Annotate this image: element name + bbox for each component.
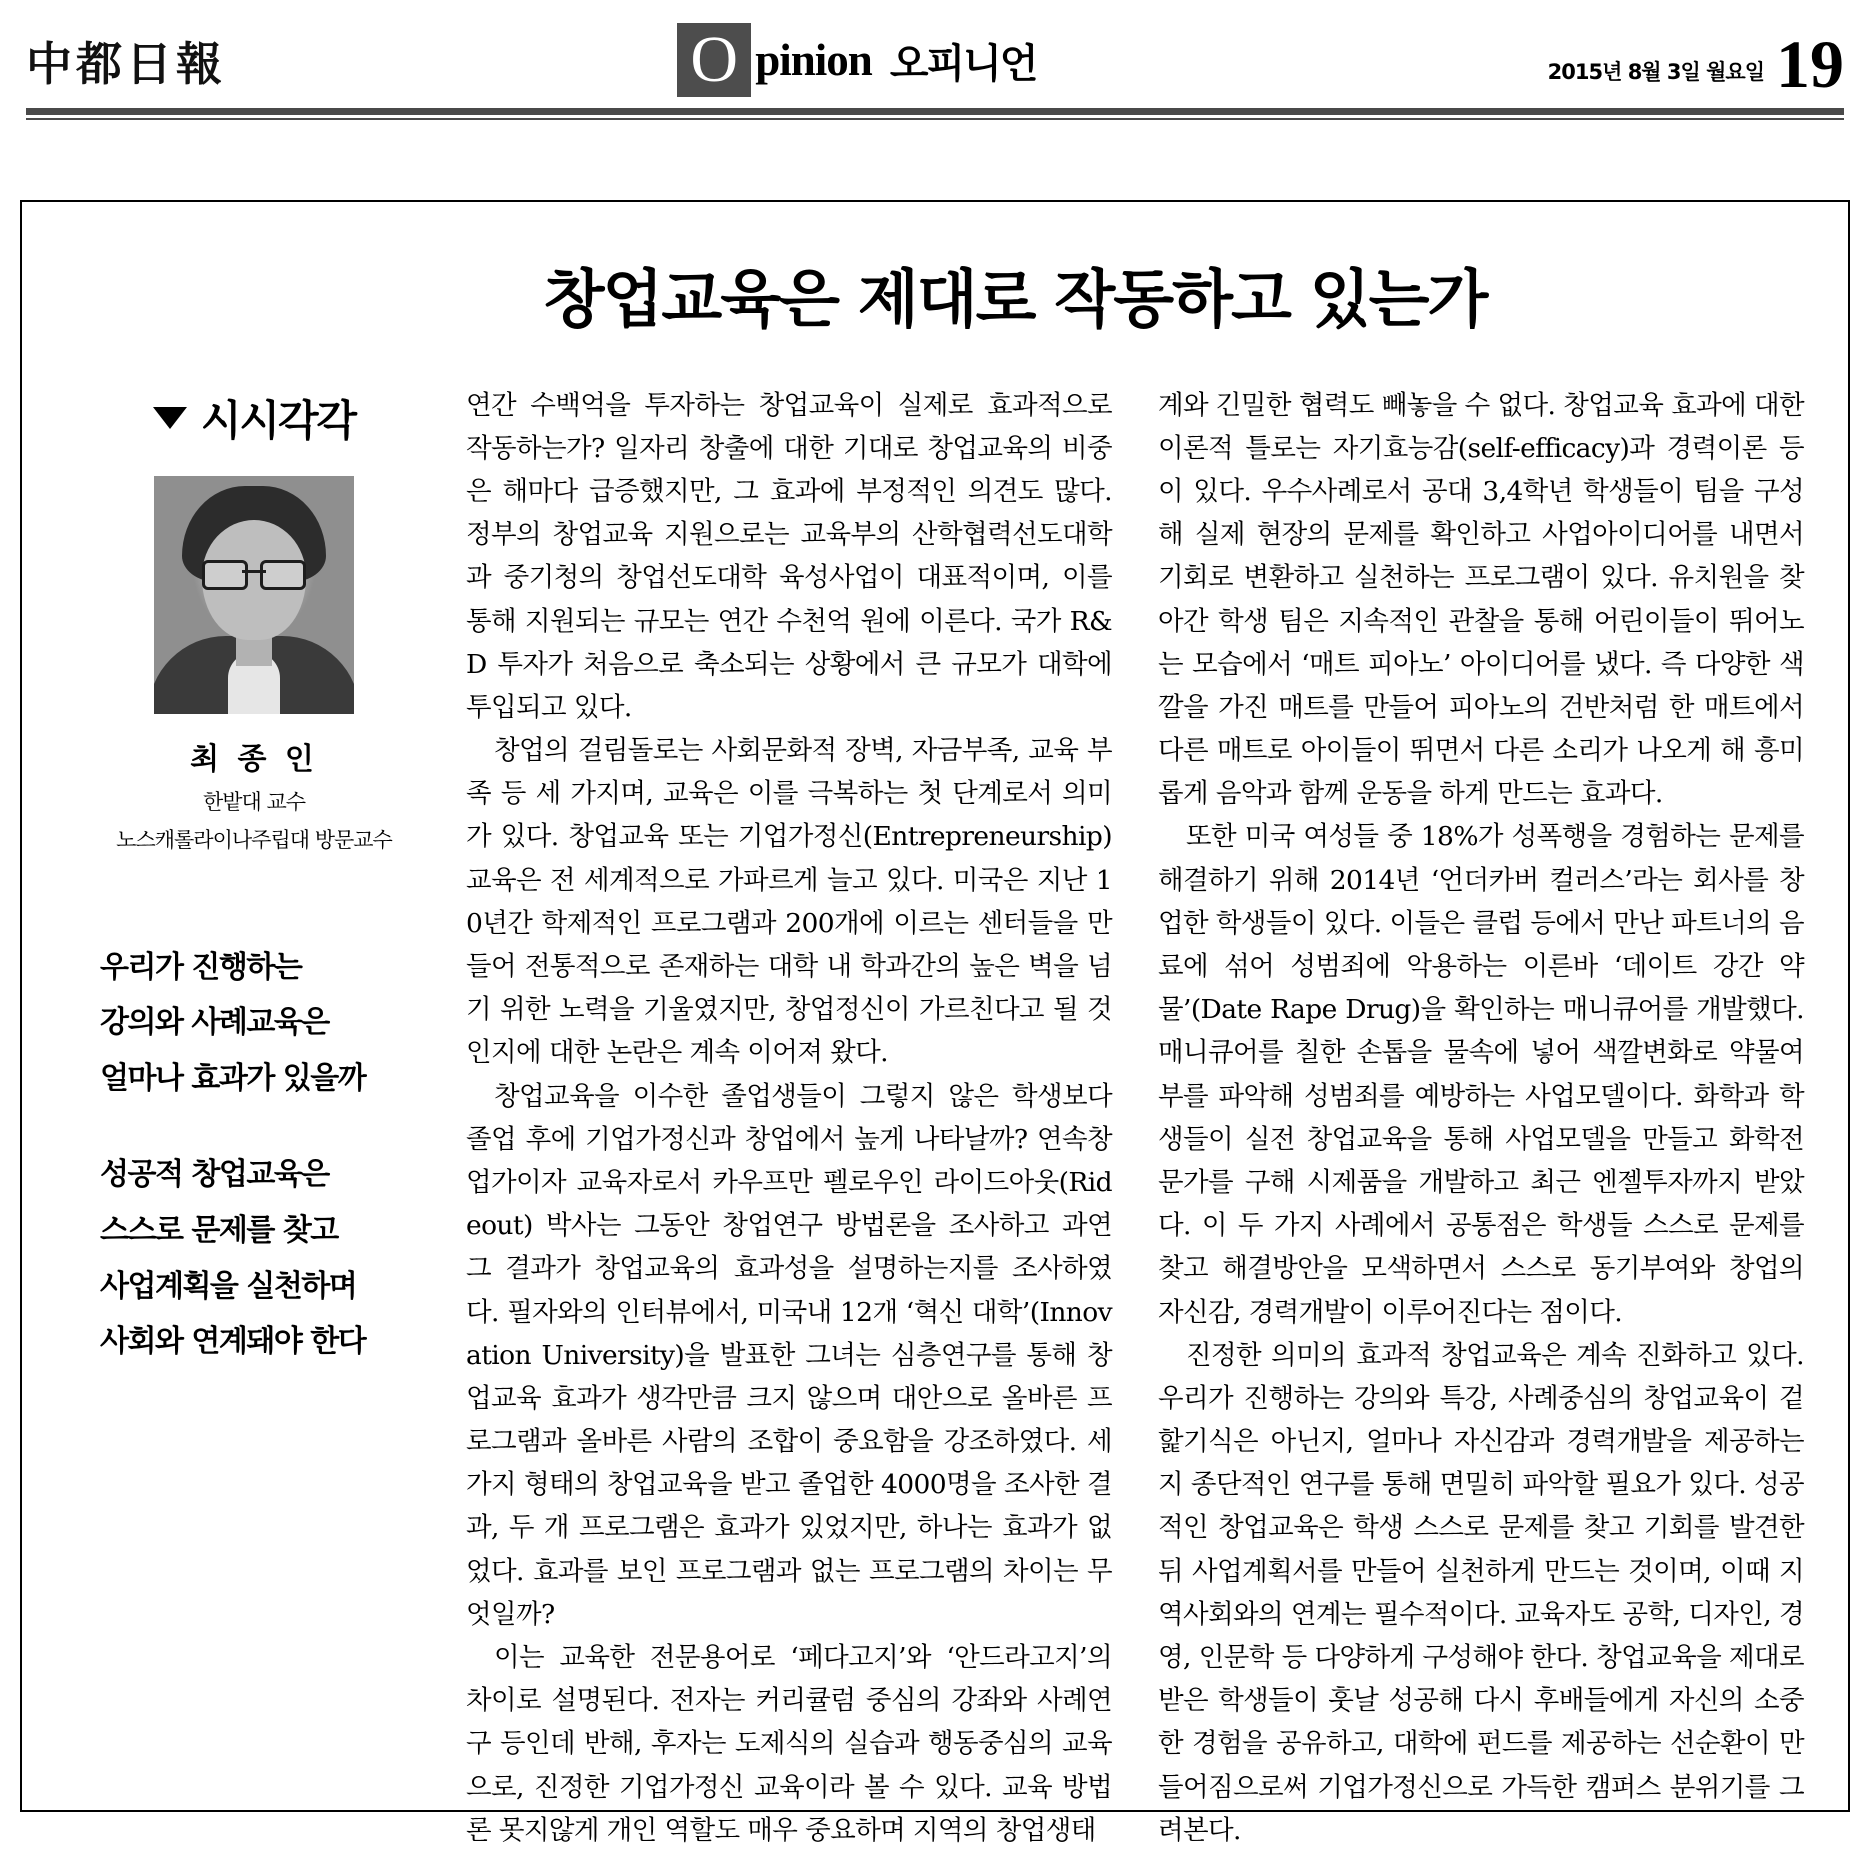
section-title-en: pinion	[755, 35, 872, 85]
paragraph: 진정한 의미의 효과적 창업교육은 계속 진화하고 있다. 우리가 진행하는 강의와 특강, 사례중심의 창업교육이 겉핥기식은 아닌지, 얼마나 자신감과 경력개발을 제공하는지 종단적인 연구를 통해 면밀히 파악할 필요가 있다. 성공적인 창업교육은 학생 스스로 문제를 찾고 기회를 발견한 뒤 사업계획서를 만들어 실천하게 만드는 것이며, 이때 지역사회와의 연계는 필수적이다. 교육자도 공학, 디자인, 경영, 인문학 등 다양하게 구성해야 한다. 창업교육을 제대로 받은 학생들이 훗날 성공해 다시 후배들에게 자신의 소중한 경험을 공유하고, 대학에 펀드를 제공하는 선순환이 만들어짐으로써 기업가정신으로 가득한 캠퍼스 분위기를 그려본다.	[1158, 1339, 1804, 1846]
opinion-initial-icon: O	[677, 23, 751, 97]
column-series-text: 시시각각	[200, 395, 356, 445]
pull-quote-line: 강의와 사례교육은	[100, 1005, 329, 1041]
pull-quote	[66, 940, 442, 1371]
glasses-bridge	[242, 570, 266, 573]
paragraph: 이는 교육한 전문용어로 ‘페다고지’와 ‘안드라고지’의 차이로 설명된다. 전자는 커리큘럼 중심의 강좌와 사례연구 등인데 반해, 후자는 도제식의 실습과 행동중심의 교육으로, 진정한 기업가정신 교육이라 볼 수 있다. 교육 방법론 못지않게 개인 역할도 매우 중요하며 지역의 창업생태	[466, 1642, 1112, 1846]
paragraph: 연간 수백억을 투자하는 창업교육이 실제로 효과적으로 작동하는가? 일자리 창출에 대한 기대로 창업교육의 비중은 해마다 급증했지만, 그 효과에 부정적인 의견도 많다. 정부의 창업교육 지원으로는 교육부의 산학협력선도대학과 중기청의 창업선도대학 육성사업이 대표적이며, 이를 통해 지원되는 규모는 연간 수천억 원에 이른다. 국가 R&D 투자가 처음으로 축소되는 상황에서 큰 규모가 대학에 투입되고 있다.	[466, 389, 1112, 723]
author-affiliation-1: 한밭대 교수	[202, 789, 306, 814]
paragraph: 계와 긴밀한 협력도 빼놓을 수 없다. 창업교육 효과에 대한 이론적 틀로는 자기효능감(self-efficacy)과 경력이론 등이 있다. 우수사례로서 공대 3,4학년 학생들이 팀을 구성해 실제 현장의 문제를 확인하고 사업아이디어를 내면서 기회로 변환하고 실천하는 프로그램이 있다. 유치원을 찾아간 학생 팀은 지속적인 관찰을 통해 어린이들이 뛰어노는 모습에서 ‘매트 피아노’ 아이디어를 냈다. 즉 다양한 색깔을 가진 매트를 만들어 피아노의 건반처럼 한 매트에서 다른 매트로 아이들이 뛰면서 다른 소리가 나오게 해 흥미롭게 음악과 함께 운동을 하게 만드는 효과다.	[1158, 389, 1804, 810]
author-column	[66, 384, 466, 1852]
triangle-down-icon	[153, 407, 187, 429]
section-title-kr: 오피니언	[889, 40, 1037, 87]
pull-quote-line: 우리가 진행하는	[100, 949, 302, 985]
author-name: 최 종 인	[190, 741, 318, 777]
masthead-right	[1547, 26, 1844, 103]
section-banner	[677, 23, 1036, 97]
pull-quote-line: 사업계획을 실천하며	[100, 1268, 357, 1304]
pull-quote-line: 사회와 연계돼야 한다	[100, 1324, 366, 1360]
masthead	[0, 0, 1870, 104]
glasses-icon	[202, 560, 306, 586]
pull-quote-line: 성공적 창업교육은	[100, 1156, 329, 1192]
paragraph: 또한 미국 여성들 중 18%가 성폭행을 경험하는 문제를 해결하기 위해 2014년 ‘언더카버 컬러스’라는 회사를 창업한 학생들이 있다. 이들은 클럽 등에서 만난 파트너의 음료에 섞어 성범죄에 악용하는 이른바 ‘데이트 강간 약물’(Date Rape Drug)을 확인하는 매니큐어를 개발했다. 매니큐어를 칠한 손톱을 물속에 넣어 색깔변화로 약물여부를 파악해 성범죄를 예방하는 사업모델이다. 화학과 학생들이 실전 창업교육을 통해 사업모델을 만들고 화학전문가를 구해 시제품을 개발하고 최근 엔젤투자까지 받았다. 이 두 가지 사례에서 공통점은 학생들 스스로 문제를 찾고 해결방안을 모색하면서 스스로 동기부여와 창업의 자신감, 경력개발이 이루어진다는 점이다.	[1158, 821, 1804, 1328]
paragraph: 창업교육을 이수한 졸업생들이 그렇지 않은 학생보다 졸업 후에 기업가정신과 창업에서 높게 나타날까? 연속창업가이자 교육자로서 카우프만 펠로우인 라이드아웃(Rideout) 박사는 그동안 창업연구 방법론을 조사하고 과연 그 결과가 창업교육의 효과성을 설명하는지를 조사하였다. 필자와의 인터뷰에서, 미국내 12개 ‘혁신 대학’(Innovation University)을 발표한 그녀는 심층연구를 통해 창업교육 효과가 생각만큼 크지 않으며 대안으로 올바른 프로그램과 올바른 사람의 조합이 중요함을 강조하였다. 세 가지 형태의 창업교육을 받고 졸업한 4000명을 조사한 결과, 두 개 프로그램은 효과가 있었지만, 하나는 효과가 없었다. 효과를 보인 프로그램과 없는 프로그램의 차이는 무엇일까?	[466, 1080, 1112, 1630]
masthead-rule-thin	[26, 118, 1844, 120]
newspaper-logo: 中都日報	[26, 37, 226, 91]
page-number: 19	[1775, 26, 1844, 103]
article-body	[22, 384, 1848, 1852]
text-columns	[466, 384, 1804, 1852]
article-frame	[20, 200, 1850, 1846]
author-affiliation-2: 노스캐롤라이나주립대 방문교수	[116, 827, 392, 852]
pull-quote-line: 스스로 문제를 찾고	[100, 1212, 338, 1248]
paragraph: 창업의 걸림돌로는 사회문화적 장벽, 자금부족, 교육 부족 등 세 가지며, 교육은 이를 극복하는 첫 단계로서 의미가 있다. 창업교육 또는 기업가정신(Entrepreneurship) 교육은 전 세계적으로 가파르게 늘고 있다. 미국은 지난 10년간 학제적인 프로그램과 200개에 이르는 센터들을 만들어 전통적으로 존재하는 대학 내 학과간의 높은 벽을 넘기 위한 노력을 기울였지만, 창업정신이 가르친다고 될 것인지에 대한 논란은 계속 이어져 왔다.	[466, 735, 1112, 1069]
masthead-rule-thick	[26, 108, 1844, 115]
author-photo	[154, 476, 354, 714]
article-headline: 창업교육은 제대로 작동하고 있는가	[543, 263, 1487, 336]
column-series-label	[66, 388, 442, 448]
text-column-2	[1158, 384, 1804, 1852]
issue-date: 2015년 8월 3일 월요일	[1547, 59, 1764, 84]
pull-quote-gap	[100, 1107, 442, 1147]
text-column-1	[466, 384, 1112, 1852]
pull-quote-line: 얼마나 효과가 있을까	[100, 1061, 366, 1097]
